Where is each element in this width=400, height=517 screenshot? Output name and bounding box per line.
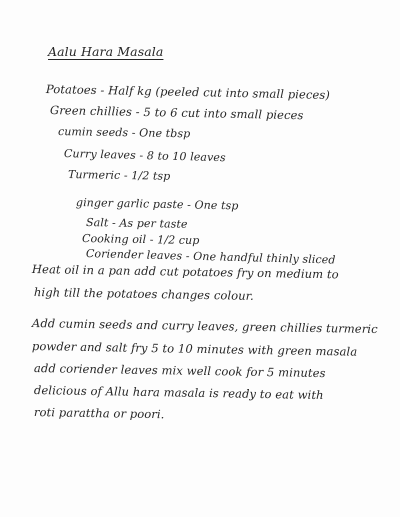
ingredient-line: Turmeric - 1/2 tsp — [67, 168, 171, 183]
recipe-title: Aalu Hara Masala — [48, 44, 164, 59]
ingredient-line: cumin seeds - One tbsp — [57, 125, 191, 141]
method-line: high till the potatoes changes colour. — [33, 285, 254, 303]
ingredient-line: Cooking oil - 1/2 cup — [81, 232, 200, 248]
method-line: roti parattha or poori. — [33, 405, 165, 422]
method-line: powder and salt fry 5 to 10 minutes with green masala — [31, 339, 358, 359]
method-line: add coriender leaves mix well cook for 5 minutes — [33, 361, 326, 381]
ingredient-line: Salt - As per taste — [85, 216, 188, 231]
ingredient-line: ginger garlic paste - One tsp — [75, 196, 239, 213]
method-line: Heat oil in a pan add cut potatoes fry on medium to — [31, 262, 339, 282]
method-line: delicious of Allu hara masala is ready to eat with — [33, 383, 324, 403]
ingredient-line: Curry leaves - 8 to 10 leaves — [63, 147, 226, 165]
ingredient-line: Potatoes - Half kg (peeled cut into small pieces) — [45, 82, 331, 102]
ingredient-line: Coriender leaves - One handful thinly sliced — [85, 247, 336, 267]
method-line: Add cumin seeds and curry leaves, green chillies turmeric — [31, 316, 378, 337]
ingredient-line: Green chillies - 5 to 6 cut into small pieces — [49, 103, 304, 123]
